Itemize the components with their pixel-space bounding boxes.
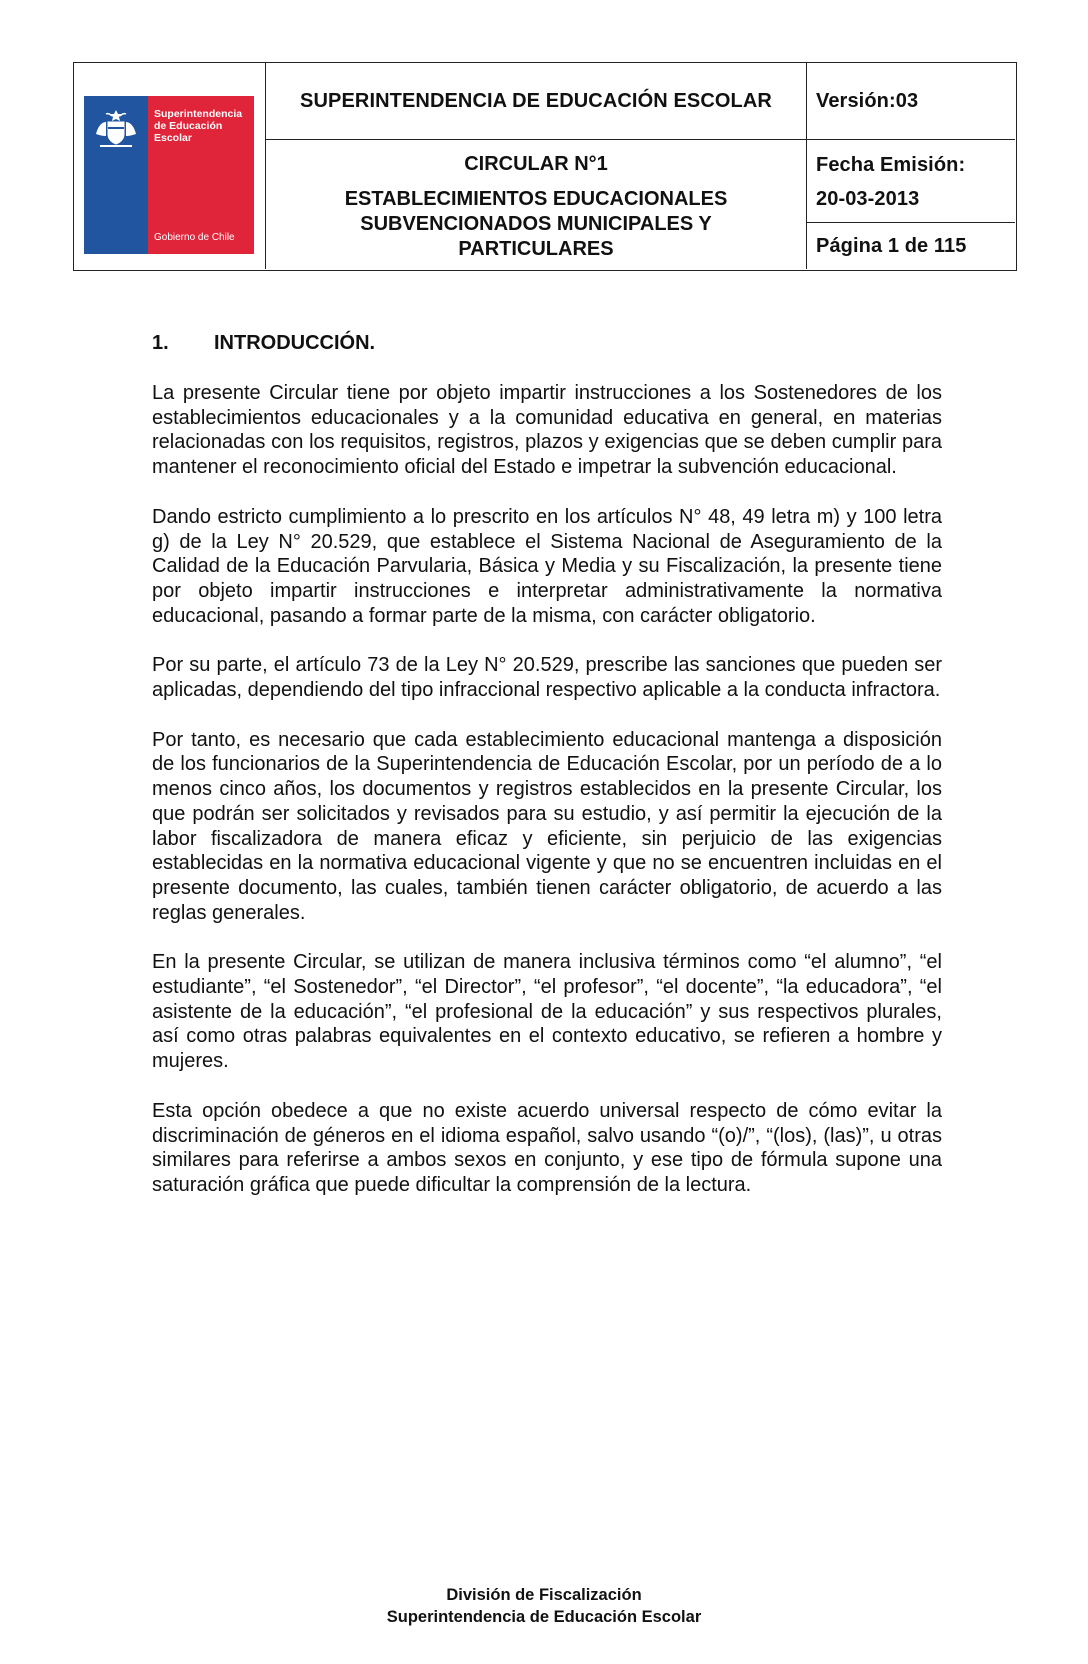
issue-date-cell (807, 140, 1015, 223)
document-header-table (73, 62, 1017, 271)
section-heading (152, 332, 375, 355)
circular-title: CIRCULAR N°1 (464, 153, 608, 175)
header-title: SUPERINTENDENCIA DE EDUCACIÓN ESCOLAR (300, 89, 772, 112)
logo-blue-panel (84, 96, 148, 254)
paragraph: Dando estricto cumplimiento a lo prescrito en los artículos N° 48, 49 letra m) y 100 letra g) de la Ley N° 20.529, que establece el Sistema Nacional de Aseguramiento de la Calidad de la Educación Parvularia, Básica y Media y su Fiscalización, la presente tiene por objeto impartir instrucciones e interpretar administrativamente la normativa educacional, pasando a formar parte de la misma, con carácter obligatorio. (152, 505, 942, 627)
footer-division: División de Fiscalización (446, 1586, 642, 1604)
issue-date-label: Fecha Emisión: (816, 154, 966, 176)
circular-cell (266, 140, 807, 269)
footer-institution: Superintendencia de Educación Escolar (386, 1608, 702, 1626)
body-text (152, 381, 942, 1223)
header-title-cell (266, 63, 807, 140)
circular-subtitle-line-3: PARTICULARES (458, 238, 614, 260)
circular-subtitle-line-1: ESTABLECIMIENTOS EDUCACIONALES (344, 188, 728, 210)
section-number: 1. (152, 332, 169, 354)
logo-red-panel (148, 96, 254, 254)
page-number: Página 1 de 115 (816, 234, 967, 257)
circular-subtitle-line-2: SUBVENCIONADOS MUNICIPALES Y (360, 213, 712, 235)
coat-of-arms-icon (90, 104, 142, 154)
logo-org-text: Superintendencia de Educación Escolar (154, 108, 243, 144)
paragraph: En la presente Circular, se utilizan de manera inclusiva términos como “el alumno”, “el estudiante”, “el Sostenedor”, “el Director”, “el profesor”, “el docente”, “la educadora”, “el asistente de la educación”, “el profesional de la educación” y sus respectivos plurales, así como otras palabras equivalentes en el contexto educativo, se refieren a hombre y mujeres. (152, 951, 942, 1073)
institution-logo (84, 96, 254, 254)
paragraph: Por tanto, es necesario que cada establecimiento educacional mantenga a disposición de los funcionarios de la Superintendencia de Educación Escolar, por un período de a lo menos cinco años, los documentos y registros establecidos en la presente Circular, los que podrán ser solicitados y revisados para su estudio, y así permitir la ejecución de la labor fiscalizadora de manera eficaz y eficiente, sin perjuicio de las exigencias establecidas en la normativa educacional vigente y que no se encuentren incluidas en el presente documento, las cuales, también tienen carácter obligatorio, de acuerdo a las reglas generales. (152, 728, 942, 924)
section-title: INTRODUCCIÓN. (214, 332, 376, 354)
logo-gov-text: Gobierno de Chile (154, 232, 235, 243)
header-version-cell (807, 63, 1015, 140)
version-label: Versión:03 (816, 89, 919, 112)
page-number-cell (807, 223, 1015, 269)
paragraph: Esta opción obedece a que no existe acuerdo universal respecto de cómo evitar la discriminación de géneros en el idioma español, salvo usando “(o)/”, “(los), (las)”, u otras similares para referirse a ambos sexos en conjunto, y ese tipo de fórmula supone una saturación gráfica que puede dificultar la comprensión de la lectura. (152, 1099, 942, 1196)
paragraph: La presente Circular tiene por objeto impartir instrucciones a los Sostenedores de los establecimientos educacionales y a la comunidad educativa en general, en materias relacionadas con los requisitos, registros, plazos y exigencias que se deben cumplir para mantener el reconocimiento oficial del Estado e impetrar la subvención educacional. (152, 382, 942, 479)
page-footer (0, 1584, 1088, 1628)
issue-date-value: 20-03-2013 (816, 188, 920, 210)
paragraph: Por su parte, el artículo 73 de la Ley N° 20.529, prescribe las sanciones que pueden ser aplicadas, dependiendo del tipo infraccional respectivo aplicable a la conducta infractora. (152, 654, 942, 702)
logo-cell (74, 63, 266, 269)
